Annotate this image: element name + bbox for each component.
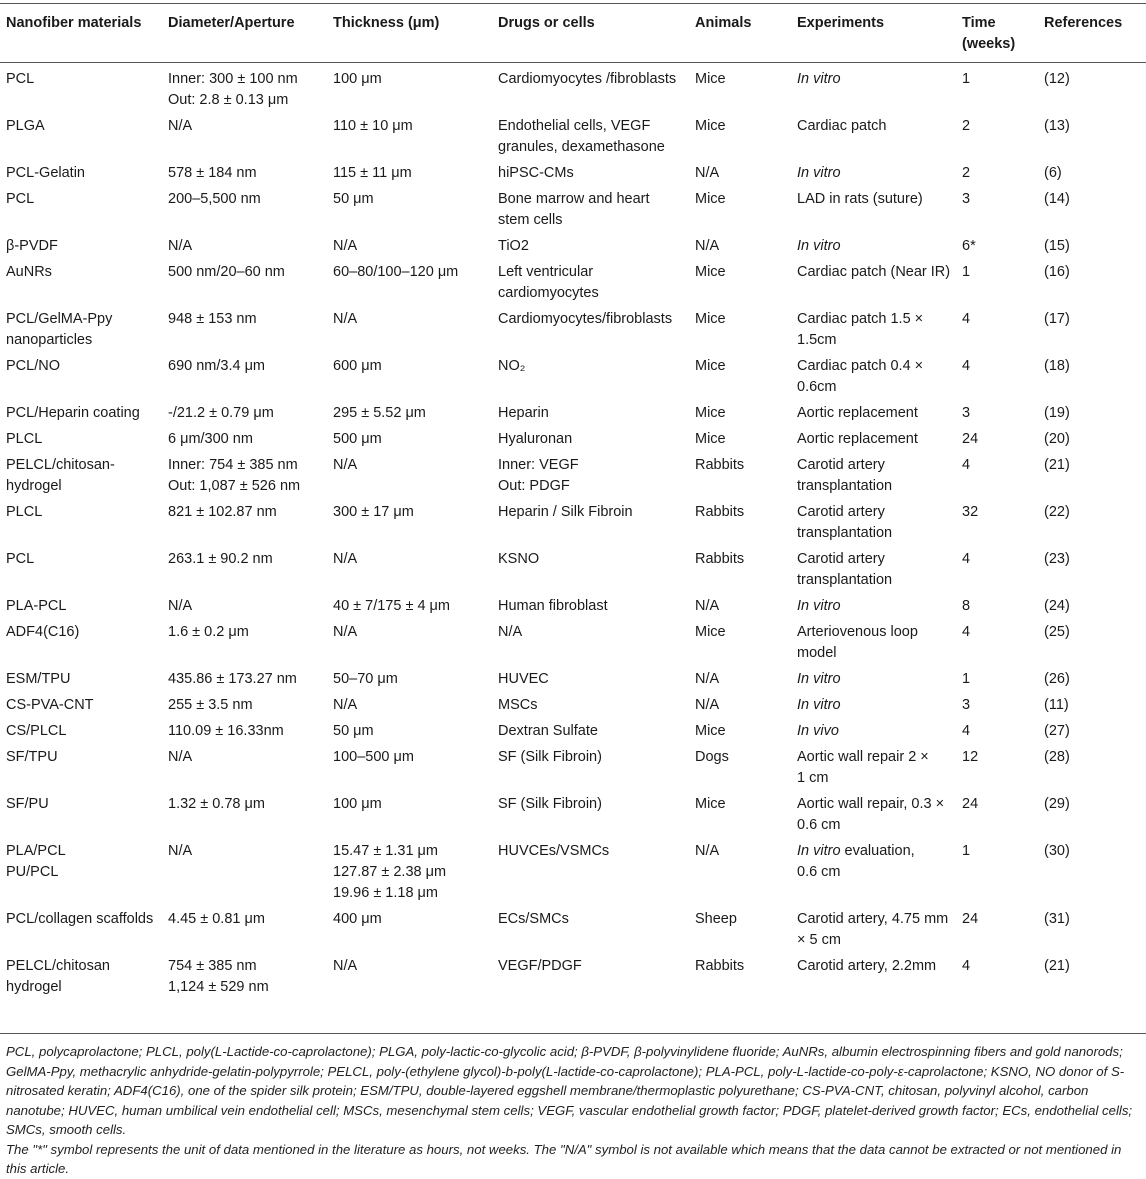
cell-reference: (12)	[1044, 71, 1070, 87]
col-header-diameter: Diameter/Aperture	[162, 4, 327, 63]
cell-reference: (19)	[1044, 405, 1070, 421]
col-header-time: Time (weeks)	[956, 4, 1038, 63]
cell-thickness: 110 ± 10 μm	[333, 118, 413, 134]
cell-reference: (21)	[1044, 457, 1070, 473]
cell-animals: Rabbits	[695, 958, 745, 974]
cell-animals: Mice	[695, 191, 726, 207]
cell-drugs: N/A	[498, 624, 523, 640]
cell-experiment	[791, 235, 956, 261]
cell-material: ADF4(C16)	[6, 624, 80, 640]
footnote-symbols: The "*" symbol represents the unit of data mentioned in the literature as hours, not weeks. The "N/A" symbol is not available which means that the data cannot be extracted or not mentioned in this article.	[6, 1141, 1122, 1176]
cell-material: CS-PVA-CNT	[6, 697, 94, 713]
cell-diameter: 690 nm/3.4 μm	[168, 358, 266, 374]
table-row	[0, 235, 1146, 261]
cell-thickness: N/A	[333, 238, 358, 254]
cell-material: PCL-Gelatin	[6, 165, 85, 181]
italic-term: In vitro	[797, 671, 841, 687]
cell-drugs: Heparin	[498, 405, 549, 421]
table-row	[0, 162, 1146, 188]
cell-thickness: 100 μm	[333, 796, 382, 812]
table-row	[0, 908, 1146, 955]
table-row	[0, 63, 1146, 116]
cell-thickness: 50–70 μm	[333, 671, 398, 687]
cell-thickness: 295 ± 5.52 μm	[333, 405, 426, 421]
cell-material: PLA-PCL	[6, 598, 67, 614]
cell-thickness: N/A	[333, 551, 358, 567]
cell-thickness: 15.47 ± 1.31 μm 127.87 ± 2.38 μm 19.96 ± 1.18 μm	[333, 843, 447, 901]
cell-time: 4	[962, 958, 971, 974]
table-row	[0, 501, 1146, 548]
cell-material: PCL/collagen scaffolds	[6, 911, 154, 927]
cell-reference: (18)	[1044, 358, 1070, 374]
table-row	[0, 454, 1146, 501]
table-row	[0, 720, 1146, 746]
cell-drugs: ECs/SMCs	[498, 911, 569, 927]
cell-material: SF/PU	[6, 796, 49, 812]
cell-time: 3	[962, 697, 971, 713]
cell-reference: (22)	[1044, 504, 1070, 520]
cell-thickness: N/A	[333, 697, 358, 713]
cell-animals: N/A	[695, 238, 720, 254]
table-row	[0, 746, 1146, 793]
italic-term: In vitro	[797, 598, 841, 614]
cell-reference: (28)	[1044, 749, 1070, 765]
cell-diameter: 263.1 ± 90.2 nm	[168, 551, 273, 567]
cell-experiment: Aortic replacement	[797, 405, 918, 421]
cell-diameter: 435.86 ± 173.27 nm	[168, 671, 297, 687]
cell-animals: N/A	[695, 165, 720, 181]
cell-thickness: 100 μm	[333, 71, 382, 87]
cell-diameter: N/A	[168, 598, 193, 614]
cell-reference: (21)	[1044, 958, 1070, 974]
table-row	[0, 694, 1146, 720]
cell-reference: (24)	[1044, 598, 1070, 614]
table-row	[0, 261, 1146, 308]
cell-experiment	[791, 668, 956, 694]
cell-diameter: 110.09 ± 16.33nm	[168, 723, 284, 739]
cell-thickness: N/A	[333, 624, 358, 640]
cell-thickness: 400 μm	[333, 911, 382, 927]
cell-drugs: Inner: VEGF Out: PDGF	[498, 457, 579, 494]
cell-diameter: N/A	[168, 118, 193, 134]
table-row	[0, 308, 1146, 355]
table-row	[0, 355, 1146, 402]
cell-experiment	[791, 63, 956, 116]
col-header-materials: Nanofiber materials	[0, 4, 162, 63]
cell-drugs: Bone marrow and heart stem cells	[498, 191, 650, 228]
cell-diameter: 4.45 ± 0.81 μm	[168, 911, 265, 927]
cell-drugs: Endothelial cells, VEGF granules, dexamethasone	[498, 118, 665, 155]
cell-diameter: 255 ± 3.5 nm	[168, 697, 253, 713]
table-row	[0, 188, 1146, 235]
cell-material: β-PVDF	[6, 238, 58, 254]
cell-experiment: Carotid artery, 2.2mm	[797, 958, 937, 974]
table-row	[0, 595, 1146, 621]
cell-experiment: Cardiac patch 0.4 × 0.6cm	[797, 358, 924, 395]
cell-drugs: Heparin / Silk Fibroin	[498, 504, 633, 520]
cell-drugs: TiO2	[498, 238, 529, 254]
col-header-drugs: Drugs or cells	[492, 4, 689, 63]
cell-thickness: 500 μm	[333, 431, 382, 447]
cell-animals: Mice	[695, 624, 726, 640]
cell-experiment: In vitro evaluation, 0.6 cm	[797, 843, 915, 880]
cell-time: 2	[962, 165, 971, 181]
cell-material: PLGA	[6, 118, 45, 134]
cell-experiment: Carotid artery transplantation	[797, 504, 893, 541]
cell-diameter: -/21.2 ± 0.79 μm	[168, 405, 274, 421]
cell-thickness: 115 ± 11 μm	[333, 165, 412, 181]
cell-time: 32	[962, 504, 979, 520]
cell-experiment: Cardiac patch (Near IR)	[797, 264, 951, 280]
cell-diameter: 821 ± 102.87 nm	[168, 504, 277, 520]
cell-time: 1	[962, 671, 971, 687]
cell-drugs: SF (Silk Fibroin)	[498, 749, 602, 765]
cell-animals: Mice	[695, 796, 726, 812]
cell-time: 4	[962, 311, 971, 327]
cell-drugs: MSCs	[498, 697, 538, 713]
cell-diameter: 500 nm/20–60 nm	[168, 264, 285, 280]
cell-drugs: VEGF/PDGF	[498, 958, 582, 974]
cell-thickness: 50 μm	[333, 723, 374, 739]
cell-time: 4	[962, 624, 971, 640]
cell-time: 4	[962, 358, 971, 374]
cell-drugs: Cardiomyocytes /fibroblasts	[498, 71, 677, 87]
table-row	[0, 402, 1146, 428]
cell-animals: Mice	[695, 264, 726, 280]
cell-thickness: 40 ± 7/175 ± 4 μm	[333, 598, 450, 614]
cell-reference: (27)	[1044, 723, 1070, 739]
cell-diameter: Inner: 754 ± 385 nm Out: 1,087 ± 526 nm	[168, 457, 301, 494]
cell-drugs: Human fibroblast	[498, 598, 608, 614]
cell-animals: Mice	[695, 311, 726, 327]
cell-reference: (23)	[1044, 551, 1070, 567]
cell-drugs: Left ventricular cardiomyocytes	[498, 264, 599, 301]
cell-time: 6*	[962, 238, 976, 254]
cell-material: PELCL/chitosan hydrogel	[6, 958, 110, 995]
cell-time: 4	[962, 723, 971, 739]
nanofiber-table	[0, 3, 1146, 1002]
cell-drugs: Hyaluronan	[498, 431, 573, 447]
table-footnotes	[0, 1033, 1146, 1179]
cell-reference: (20)	[1044, 431, 1070, 447]
cell-thickness: 60–80/100–120 μm	[333, 264, 459, 280]
cell-animals: Mice	[695, 723, 726, 739]
cell-thickness: 50 μm	[333, 191, 374, 207]
cell-experiment	[791, 694, 956, 720]
cell-time: 1	[962, 264, 971, 280]
cell-diameter: N/A	[168, 843, 193, 859]
cell-diameter: N/A	[168, 749, 193, 765]
cell-diameter: Inner: 300 ± 100 nm Out: 2.8 ± 0.13 μm	[168, 71, 298, 108]
italic-term: In vitro	[797, 843, 841, 859]
cell-material: ESM/TPU	[6, 671, 71, 687]
cell-experiment: Aortic replacement	[797, 431, 918, 447]
cell-reference: (26)	[1044, 671, 1070, 687]
cell-time: 1	[962, 71, 971, 87]
col-header-thickness: Thickness (μm)	[327, 4, 492, 63]
cell-diameter: 1.6 ± 0.2 μm	[168, 624, 249, 640]
cell-animals: N/A	[695, 843, 720, 859]
cell-material: PCL/NO	[6, 358, 60, 374]
cell-animals: Mice	[695, 71, 726, 87]
cell-reference: (6)	[1044, 165, 1062, 181]
table-header-row	[0, 4, 1146, 63]
italic-term: In vitro	[797, 71, 841, 87]
cell-diameter: 948 ± 153 nm	[168, 311, 257, 327]
cell-time: 8	[962, 598, 971, 614]
cell-time: 24	[962, 911, 979, 927]
cell-animals: N/A	[695, 697, 720, 713]
cell-experiment	[791, 162, 956, 188]
cell-time: 2	[962, 118, 971, 134]
cell-animals: Rabbits	[695, 504, 745, 520]
cell-reference: (11)	[1044, 697, 1069, 713]
cell-material: PCL/GelMA-Ppy nanoparticles	[6, 311, 113, 348]
cell-drugs: HUVEC	[498, 671, 549, 687]
cell-drugs: NO₂	[498, 358, 526, 374]
table-row	[0, 668, 1146, 694]
cell-drugs: SF (Silk Fibroin)	[498, 796, 602, 812]
table-row	[0, 548, 1146, 595]
cell-experiment: Aortic wall repair, 0.3 × 0.6 cm	[797, 796, 945, 833]
cell-material: PLA/PCL PU/PCL	[6, 843, 66, 880]
cell-material: PCL/Heparin coating	[6, 405, 140, 421]
cell-material: CS/PLCL	[6, 723, 67, 739]
italic-term: In vitro	[797, 697, 841, 713]
cell-reference: (30)	[1044, 843, 1070, 859]
cell-thickness: 300 ± 17 μm	[333, 504, 414, 520]
cell-animals: Rabbits	[695, 457, 745, 473]
cell-time: 24	[962, 796, 979, 812]
cell-diameter: 754 ± 385 nm 1,124 ± 529 nm	[168, 958, 269, 995]
cell-material: PCL	[6, 71, 35, 87]
cell-animals: Sheep	[695, 911, 737, 927]
cell-diameter: 1.32 ± 0.78 μm	[168, 796, 265, 812]
cell-drugs: HUVCEs/VSMCs	[498, 843, 610, 859]
cell-material: PLCL	[6, 504, 43, 520]
cell-thickness: N/A	[333, 457, 358, 473]
cell-reference: (14)	[1044, 191, 1070, 207]
cell-reference: (29)	[1044, 796, 1070, 812]
cell-experiment	[791, 595, 956, 621]
cell-time: 24	[962, 431, 979, 447]
cell-animals: Mice	[695, 431, 726, 447]
cell-experiment: Arteriovenous loop model	[797, 624, 918, 661]
col-header-references: References	[1038, 4, 1146, 63]
cell-reference: (16)	[1044, 264, 1070, 280]
cell-diameter: 578 ± 184 nm	[168, 165, 257, 181]
cell-animals: Mice	[695, 358, 726, 374]
cell-experiment: Cardiac patch	[797, 118, 887, 134]
cell-reference: (31)	[1044, 911, 1070, 927]
cell-material: AuNRs	[6, 264, 52, 280]
cell-reference: (15)	[1044, 238, 1070, 254]
italic-term: In vitro	[797, 238, 841, 254]
cell-animals: Mice	[695, 405, 726, 421]
table-row	[0, 793, 1146, 840]
table-row	[0, 428, 1146, 454]
cell-drugs: KSNO	[498, 551, 540, 567]
cell-animals: Dogs	[695, 749, 729, 765]
cell-time: 1	[962, 843, 971, 859]
cell-thickness: 100–500 μm	[333, 749, 414, 765]
cell-drugs: Cardiomyocytes/fibroblasts	[498, 311, 673, 327]
cell-time: 3	[962, 405, 971, 421]
cell-thickness: 600 μm	[333, 358, 382, 374]
col-header-experiments: Experiments	[791, 4, 956, 63]
table-row	[0, 840, 1146, 908]
cell-thickness: N/A	[333, 958, 358, 974]
cell-material: PLCL	[6, 431, 43, 447]
cell-drugs: hiPSC-CMs	[498, 165, 574, 181]
cell-time: 12	[962, 749, 979, 765]
cell-experiment: Cardiac patch 1.5 × 1.5cm	[797, 311, 924, 348]
cell-animals: N/A	[695, 671, 720, 687]
cell-animals: Rabbits	[695, 551, 745, 567]
italic-term: In vivo	[797, 723, 839, 739]
col-header-animals: Animals	[689, 4, 791, 63]
cell-diameter: 200–5,500 nm	[168, 191, 261, 207]
cell-time: 4	[962, 457, 971, 473]
cell-time: 4	[962, 551, 971, 567]
table-row	[0, 115, 1146, 162]
cell-animals: Mice	[695, 118, 726, 134]
cell-experiment	[791, 720, 956, 746]
italic-term: In vitro	[797, 165, 841, 181]
table-row	[0, 621, 1146, 668]
cell-animals: N/A	[695, 598, 720, 614]
cell-material: PCL	[6, 191, 35, 207]
cell-material: PCL	[6, 551, 35, 567]
cell-diameter: 6 μm/300 nm	[168, 431, 253, 447]
cell-experiment: Carotid artery transplantation	[797, 457, 893, 494]
cell-experiment: Carotid artery, 4.75 mm × 5 cm	[797, 911, 949, 948]
cell-reference: (17)	[1044, 311, 1070, 327]
cell-reference: (13)	[1044, 118, 1070, 134]
cell-time: 3	[962, 191, 971, 207]
cell-diameter: N/A	[168, 238, 193, 254]
cell-experiment: Carotid artery transplantation	[797, 551, 893, 588]
cell-experiment: Aortic wall repair 2 × 1 cm	[797, 749, 929, 786]
cell-experiment: LAD in rats (suture)	[797, 191, 923, 207]
footnote-abbreviations: PCL, polycaprolactone; PLCL, poly(L-Lactide-co-caprolactone); PLGA, poly-lactic-co-glycolic acid; β-PVDF, β-polyvinylidene fluoride; AuNRs, albumin electrospinning fibers and gold nanorods; GelMA-Ppy, methacrylic anhydride-gelatin-polypyrrole; PELCL, poly-(ethylene glycol)-b-poly(L-lactide-co-caprolactone); PLA-PCL, poly-L-lactide-co-poly-ε-caprolactone; KSNO, NO donor of S-nitrosated keratin; ADF4(C16), one of the spider silk protein; ESM/TPU, double-layered eggshell membrane/thermoplastic polyurethane; CS-PVA-CNT, chitosan, polyvinyl alcohol, carbon nanotube; HUVEC, human umbilical vein endothelial cell; MSCs, mesenchymal stem cells; VEGF, vascular endothelial growth factor; PDGF, platelet-derived growth factor; ECs, endothelial cells; SMCs, smooth cells.	[6, 1044, 1133, 1137]
cell-material: PELCL/chitosan- hydrogel	[6, 457, 115, 494]
cell-drugs: Dextran Sulfate	[498, 723, 598, 739]
cell-thickness: N/A	[333, 311, 358, 327]
table-row	[0, 955, 1146, 1002]
cell-reference: (25)	[1044, 624, 1070, 640]
cell-material: SF/TPU	[6, 749, 58, 765]
